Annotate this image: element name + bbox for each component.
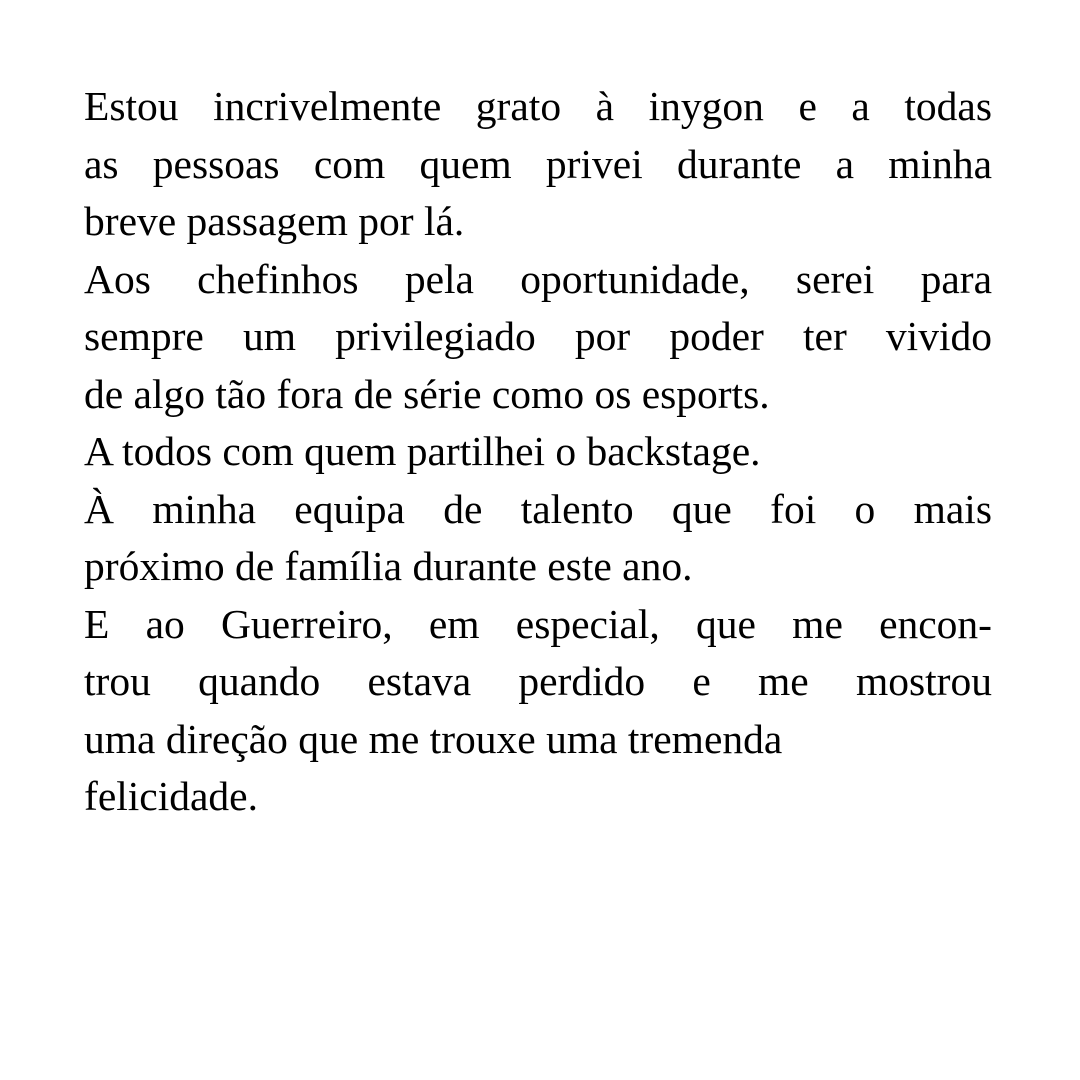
text-line: A todos com quem partilhei o backstage. [84,428,761,474]
text-line: sempre um privilegiado por poder ter vivido [84,313,992,359]
text-line: próximo de família durante este ano. [84,543,693,589]
text-line: Estou incrivelmente grato à inygon e a todas [84,83,992,129]
text-line: de algo tão fora de série como os esports. [84,370,770,417]
paragraph-backstage [84,423,992,481]
text-line: E ao Guerreiro, em especial, que me encon- [84,600,992,647]
text-line: felicidade. [84,773,258,819]
paragraph-equipa [84,481,992,596]
paragraph-inygon [84,78,992,251]
text-line: À minha equipa de talento que foi o mais [84,485,992,532]
text-line: uma direção que me trouxe uma tremenda [84,715,783,762]
paragraph-guerreiro [84,596,992,826]
text-line: as pessoas com quem privei durante a minha [84,140,992,187]
acknowledgement-text [84,78,992,826]
paragraph-chefinhos [84,251,992,424]
text-line: Aos chefinhos pela oportunidade, serei para [84,255,992,302]
text-line: trou quando estava perdido e me mostrou [84,658,992,704]
text-line: breve passagem por lá. [84,198,465,244]
